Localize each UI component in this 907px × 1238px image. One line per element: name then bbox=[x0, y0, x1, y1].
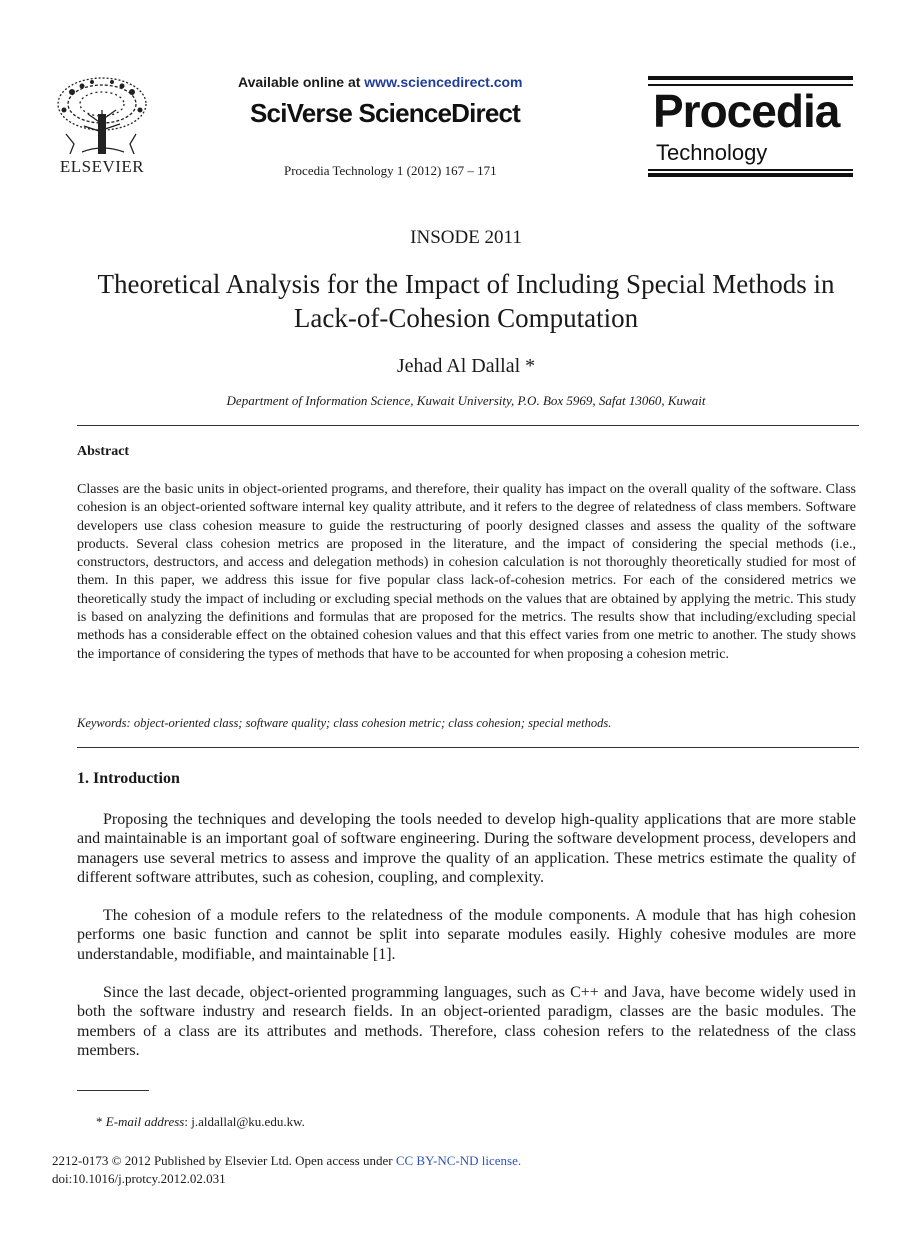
body-paragraph: Proposing the techniques and developing the tools needed to develop high-quality applications that are more stable and maintainable is an important goal of software engineering. During the software development process, developers and managers use several metrics to assess and improve the quality of an application. These metrics estimate the quality of different software attributes, such as cohesion, coupling, and complexity. bbox=[77, 811, 856, 886]
paper-title-line: Theoretical Analysis for the Impact of Including Special Methods in bbox=[97, 269, 835, 299]
copyright-text: 2212-0173 © 2012 Published by Elsevier Ltd. Open access under bbox=[52, 1153, 396, 1168]
section-heading: 1. Introduction bbox=[77, 770, 180, 787]
procedia-rule bbox=[648, 169, 853, 171]
body-paragraph: Since the last decade, object-oriented programming languages, such as C++ and Java, have become widely used in both the software industry and research fields. In an object-oriented paradigm, classes are the basic modules. The members of a class are its attributes and methods. Therefore, class cohesion refers to the relatedness of the class members. bbox=[77, 984, 856, 1059]
procedia-rule bbox=[648, 76, 853, 80]
platform-name: SciVerse ScienceDirect bbox=[250, 98, 521, 128]
conference-name: INSODE 2011 bbox=[410, 227, 522, 248]
journal-logo-subtitle: Technology bbox=[656, 140, 768, 165]
section-divider bbox=[77, 425, 859, 426]
available-prefix: Available online at bbox=[238, 74, 365, 90]
footnote-marker: * bbox=[96, 1114, 106, 1129]
sciencedirect-link[interactable]: www.sciencedirect.com bbox=[364, 74, 523, 90]
license-link[interactable]: CC BY-NC-ND license. bbox=[395, 1153, 522, 1168]
journal-reference: Procedia Technology 1 (2012) 167 – 171 bbox=[284, 163, 497, 178]
doi-line: doi:10.1016/j.protcy.2012.02.031 bbox=[52, 1171, 226, 1186]
footnote-divider bbox=[77, 1090, 149, 1091]
paper-title-line: Lack-of-Cohesion Computation bbox=[293, 303, 639, 333]
copyright-line bbox=[52, 1153, 521, 1169]
journal-logo-name: Procedia bbox=[653, 85, 840, 137]
publisher-logo-text: ELSEVIER bbox=[59, 157, 145, 176]
author-affiliation: Department of Information Science, Kuwait University, P.O. Box 5969, Safat 13060, Kuwait bbox=[226, 393, 706, 408]
footnote bbox=[96, 1114, 305, 1130]
footnote-email: : j.aldallal@ku.edu.kw. bbox=[184, 1114, 305, 1129]
procedia-rule bbox=[648, 173, 853, 177]
paper-title bbox=[60, 267, 872, 335]
keywords: Keywords: object-oriented class; software quality; class cohesion metric; class cohesion; special methods. bbox=[77, 716, 612, 730]
section-divider bbox=[77, 747, 859, 748]
abstract-heading: Abstract bbox=[77, 444, 130, 459]
abstract-body: Classes are the basic units in object-oriented programs, and therefore, their quality has impact on the overall quality of the software. Class cohesion is an object-oriented software internal key quality attribute, and it refers to the degree of relatedness of class members. Software developers use class cohesion measure to guide the restructuring of poorly designed classes and assess the quality of the software products. Several class cohesion metrics are proposed in the literature, and the impact of considering the special methods (i.e., constructors, destructors, and access and delegation methods) in cohesion calculation is not thoroughly theoretically studied for most of them. In this paper, we address this issue for five popular class lack-of-cohesion metrics. For each of the considered metrics we theoretically study the impact of including or excluding special methods on the values that are obtained by applying the metric. This study is based on analyzing the definitions and formulas that are proposed for the metrics. The results show that including/excluding special methods has a considerable effect on the obtained cohesion values and that this effect varies from one metric to another. The study shows the importance of considering the types of methods that have to be accounted for when proposing a cohesion metric. bbox=[77, 482, 856, 662]
body-paragraph: The cohesion of a module refers to the relatedness of the module components. A module that has high cohesion performs one basic function and cannot be split into separate modules easily. Highly cohesive modules are more understandable, modifiable, and maintainable [1]. bbox=[77, 907, 856, 963]
author-name: Jehad Al Dallal * bbox=[396, 355, 536, 377]
footnote-label: E-mail address bbox=[105, 1114, 185, 1129]
availability-line bbox=[238, 74, 523, 90]
